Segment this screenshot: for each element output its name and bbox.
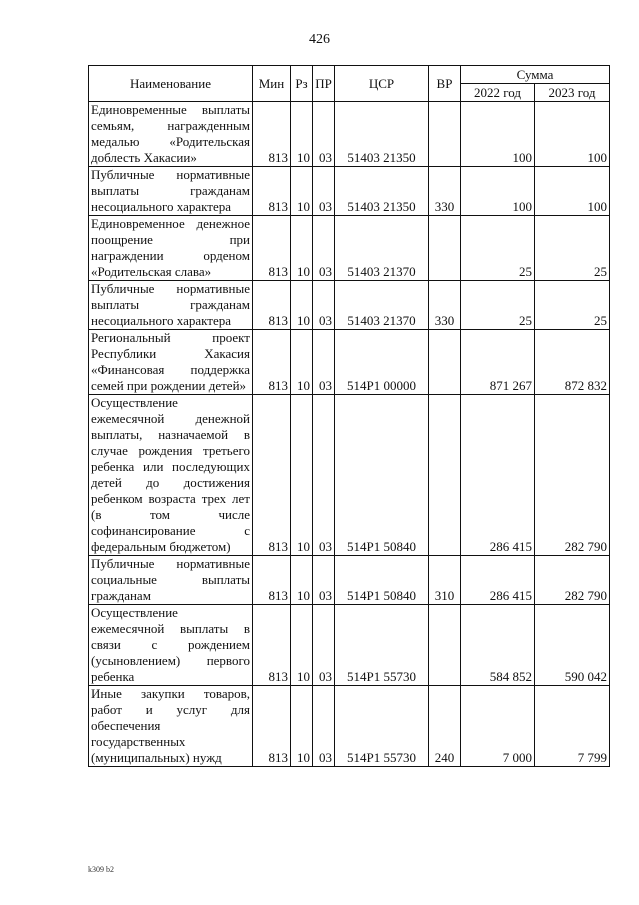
row-csr: 514P1 55730	[335, 686, 429, 767]
row-vr	[429, 102, 461, 167]
row-pr: 03	[313, 167, 335, 216]
row-pr: 03	[313, 102, 335, 167]
row-min: 813	[253, 167, 291, 216]
table-row	[89, 605, 610, 686]
row-2023: 25	[535, 216, 610, 281]
table-row	[89, 395, 610, 556]
row-rz: 10	[291, 395, 313, 556]
row-min: 813	[253, 330, 291, 395]
row-csr: 51403 21350	[335, 102, 429, 167]
row-pr: 03	[313, 686, 335, 767]
row-2023: 282 790	[535, 395, 610, 556]
header-rz: Рз	[291, 66, 313, 102]
table-row	[89, 281, 610, 330]
row-rz: 10	[291, 556, 313, 605]
row-csr: 51403 21370	[335, 216, 429, 281]
header-2022: 2022 год	[461, 84, 535, 102]
row-vr: 330	[429, 167, 461, 216]
row-csr: 514P1 55730	[335, 605, 429, 686]
row-rz: 10	[291, 605, 313, 686]
row-pr: 03	[313, 216, 335, 281]
row-pr: 03	[313, 281, 335, 330]
row-2022: 25	[461, 281, 535, 330]
row-2022: 25	[461, 216, 535, 281]
row-name: Иные закупки товаров, работ и услуг для обеспечения государственных (муниципальных) нужд	[89, 686, 253, 767]
row-2022: 871 267	[461, 330, 535, 395]
row-rz: 10	[291, 281, 313, 330]
row-2023: 7 799	[535, 686, 610, 767]
row-vr: 330	[429, 281, 461, 330]
table-row	[89, 556, 610, 605]
header-csr: ЦСР	[335, 66, 429, 102]
row-2022: 286 415	[461, 395, 535, 556]
row-2022: 100	[461, 102, 535, 167]
row-vr: 310	[429, 556, 461, 605]
header-2023: 2023 год	[535, 84, 610, 102]
header-name: Наименование	[89, 66, 253, 102]
page-number: 426	[309, 32, 330, 47]
row-csr: 51403 21370	[335, 281, 429, 330]
row-name: Единовременное денежное поощрение при награждении орденом «Родительская слава»	[89, 216, 253, 281]
table-row	[89, 102, 610, 167]
row-2023: 282 790	[535, 556, 610, 605]
budget-table	[88, 65, 610, 767]
row-rz: 10	[291, 102, 313, 167]
row-min: 813	[253, 395, 291, 556]
row-min: 813	[253, 102, 291, 167]
row-pr: 03	[313, 330, 335, 395]
row-rz: 10	[291, 216, 313, 281]
header-vr: ВР	[429, 66, 461, 102]
row-name: Осуществление ежемесячной выплаты в связи с рождением (усыновлением) первого ребенка	[89, 605, 253, 686]
row-csr: 514P1 50840	[335, 395, 429, 556]
row-2022: 7 000	[461, 686, 535, 767]
header-sum: Сумма	[461, 66, 610, 84]
row-min: 813	[253, 686, 291, 767]
row-pr: 03	[313, 556, 335, 605]
row-2023: 25	[535, 281, 610, 330]
row-csr: 514P1 00000	[335, 330, 429, 395]
table-row	[89, 686, 610, 767]
row-2023: 590 042	[535, 605, 610, 686]
table-row	[89, 167, 610, 216]
row-vr	[429, 330, 461, 395]
row-rz: 10	[291, 167, 313, 216]
row-2022: 100	[461, 167, 535, 216]
row-min: 813	[253, 556, 291, 605]
header-pr: ПР	[313, 66, 335, 102]
row-min: 813	[253, 605, 291, 686]
row-vr	[429, 605, 461, 686]
row-name: Публичные нормативные выплаты гражданам несоциального характера	[89, 167, 253, 216]
row-vr: 240	[429, 686, 461, 767]
row-name: Единовременные выплаты семьям, награжденным медалью «Родительская доблесть Хакасии»	[89, 102, 253, 167]
row-name: Публичные нормативные социальные выплаты гражданам	[89, 556, 253, 605]
row-2022: 286 415	[461, 556, 535, 605]
row-name: Осуществление ежемесячной денежной выплаты, назначаемой в случае рождения третьего ребенка или последующих детей до достижения ребенком возраста трех лет (в том числе софинансирование с федеральным бюджетом)	[89, 395, 253, 556]
row-min: 813	[253, 281, 291, 330]
row-2023: 872 832	[535, 330, 610, 395]
row-2022: 584 852	[461, 605, 535, 686]
row-rz: 10	[291, 686, 313, 767]
header-min: Мин	[253, 66, 291, 102]
table-header	[89, 66, 610, 102]
footer-code: k309 b2	[88, 865, 114, 874]
row-rz: 10	[291, 330, 313, 395]
row-min: 813	[253, 216, 291, 281]
row-name: Публичные нормативные выплаты гражданам несоциального характера	[89, 281, 253, 330]
row-pr: 03	[313, 605, 335, 686]
table-row	[89, 216, 610, 281]
row-2023: 100	[535, 102, 610, 167]
row-csr: 514P1 50840	[335, 556, 429, 605]
row-pr: 03	[313, 395, 335, 556]
row-vr	[429, 395, 461, 556]
row-2023: 100	[535, 167, 610, 216]
row-name: Региональный проект Республики Хакасия «Финансовая поддержка семей при рождении детей»	[89, 330, 253, 395]
row-csr: 51403 21350	[335, 167, 429, 216]
row-vr	[429, 216, 461, 281]
table-row	[89, 330, 610, 395]
